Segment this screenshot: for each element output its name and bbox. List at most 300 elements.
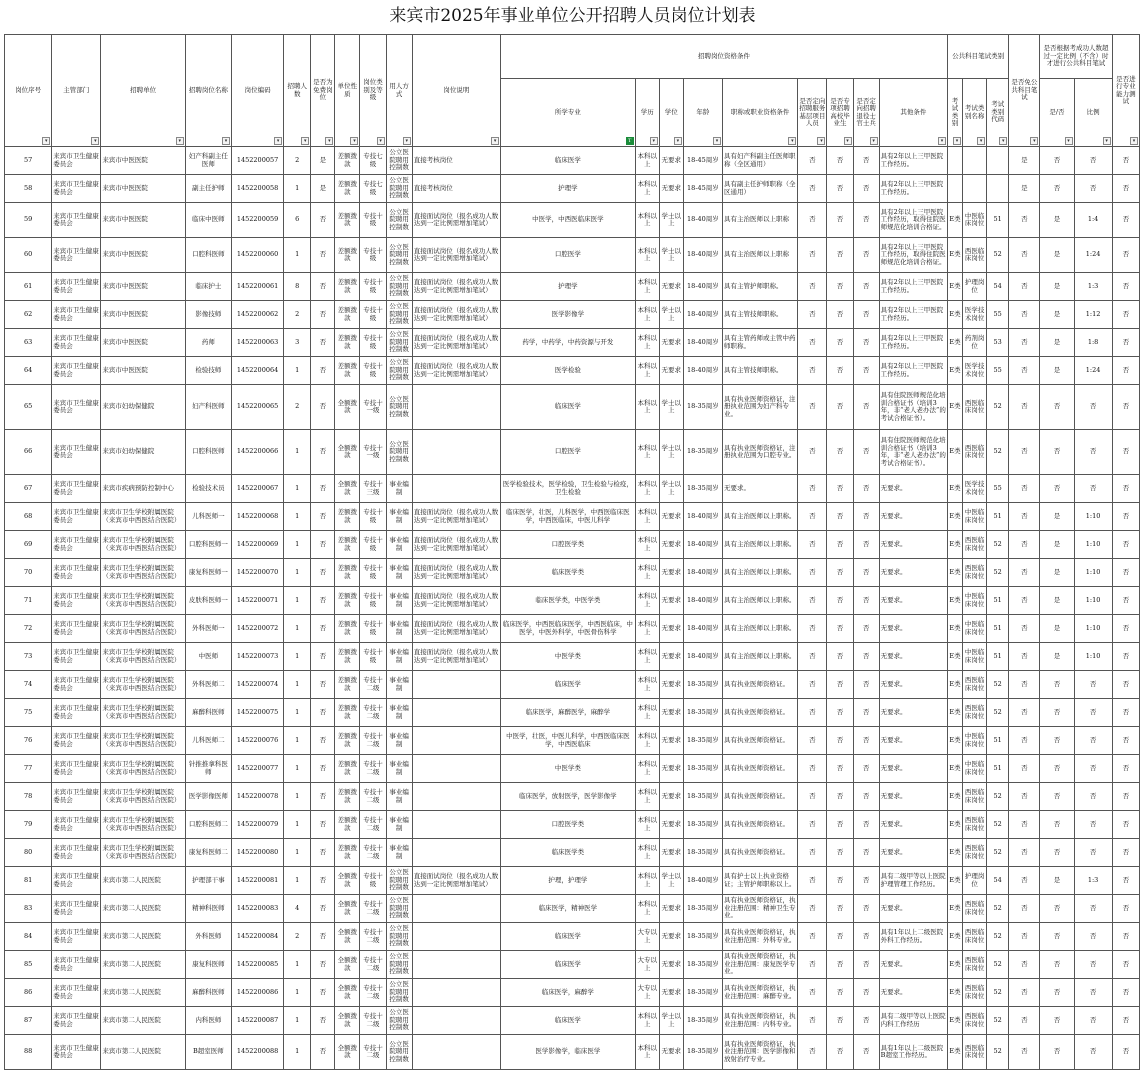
table-cell: E类: [947, 1035, 962, 1070]
table-cell: 是: [1040, 238, 1074, 273]
table-cell: 外科医师一: [185, 615, 231, 643]
table-cell: 事业编制: [386, 475, 412, 503]
header-group-qualifications: 招聘岗位资格条件: [501, 35, 948, 79]
table-cell: 全额拨款: [335, 867, 360, 895]
table-cell: 来宾市卫生健康委员会: [52, 147, 101, 175]
table-cell: 1452200077: [231, 755, 283, 783]
table-cell: 无要求: [659, 783, 683, 811]
table-cell: 否: [1112, 923, 1139, 951]
table-cell: 否: [798, 273, 827, 301]
table-cell: 否: [853, 951, 879, 979]
table-cell: 麻醉科医师: [185, 979, 231, 1007]
table-cell: 学士以上: [659, 385, 683, 430]
table-cell: 否: [827, 923, 853, 951]
table-row: [5, 867, 1140, 895]
table-cell: 1:10: [1074, 587, 1112, 615]
table-cell: 本科以上: [635, 727, 659, 755]
table-cell: 18-35周岁: [683, 811, 722, 839]
table-cell: 否: [827, 727, 853, 755]
table-cell: 无要求: [659, 503, 683, 531]
table-cell: 1452200069: [231, 531, 283, 559]
table-cell: 否: [827, 203, 853, 238]
table-cell: 直接面试岗位（报名成功人数达到一定比例需增加笔试）: [412, 203, 500, 238]
table-cell: E类: [947, 503, 962, 531]
table-cell: 专技十级: [360, 238, 386, 273]
table-cell: 具有执业医师资格证，执业注册范围：麻醉专业。: [723, 979, 798, 1007]
table-row: [5, 839, 1140, 867]
table-cell: 无要求: [659, 643, 683, 671]
table-cell: 本科以上: [635, 301, 659, 329]
table-cell: 否: [1074, 1035, 1112, 1070]
table-cell: 具有2年以上三甲医院工作经历。: [879, 329, 947, 357]
table-cell: 否: [1009, 1007, 1040, 1035]
table-cell: 中医临床岗位: [963, 755, 987, 783]
table-cell: 事业编制: [386, 643, 412, 671]
table-cell: 否: [798, 727, 827, 755]
table-cell: 具有主治医师以上职称。: [723, 559, 798, 587]
table-cell: 否: [311, 755, 335, 783]
table-cell: 否: [1112, 475, 1139, 503]
table-cell: 康复科医师一: [185, 559, 231, 587]
table-cell: 麻醉科医师: [185, 699, 231, 727]
table-cell: 专技十级: [360, 273, 386, 301]
table-cell: 差额拨款: [335, 357, 360, 385]
table-cell: 专技十一级: [360, 385, 386, 430]
table-cell: 专技十二级: [360, 727, 386, 755]
table-cell: 全额拨款: [335, 1007, 360, 1035]
table-cell: 是: [1040, 867, 1074, 895]
table-cell: 西医临床岗位: [963, 385, 987, 430]
table-cell: 学士以上: [659, 1007, 683, 1035]
table-cell: 直接面试岗位（报名成功人数达到一定比例需增加笔试）: [412, 531, 500, 559]
table-cell: 1: [284, 430, 311, 475]
table-cell: 否: [827, 531, 853, 559]
table-cell: 否: [798, 531, 827, 559]
table-cell: 18-40周岁: [683, 643, 722, 671]
table-cell: 否: [1009, 895, 1040, 923]
table-cell: 公立医院聘用控制数: [386, 979, 412, 1007]
table-cell: 西医临床岗位: [963, 783, 987, 811]
table-cell: 护理，护理学: [501, 867, 636, 895]
table-cell: 本科以上: [635, 587, 659, 615]
table-cell: 无要求。: [879, 839, 947, 867]
table-cell: 无要求: [659, 923, 683, 951]
table-cell: 无要求。: [879, 615, 947, 643]
table-cell: 无要求。: [723, 475, 798, 503]
table-cell: 18-35周岁: [683, 475, 722, 503]
table-cell: 差额拨款: [335, 671, 360, 699]
table-cell: 具有二级甲等以上医院护理管理工作经历。: [879, 867, 947, 895]
table-cell: 护理部干事: [185, 867, 231, 895]
table-cell: 中医临床岗位: [963, 615, 987, 643]
table-row: [5, 951, 1140, 979]
table-cell: 中医师: [185, 643, 231, 671]
table-cell: 18-45周岁: [683, 175, 722, 203]
table-cell: 临床医学类: [501, 559, 636, 587]
table-cell: 1: [284, 727, 311, 755]
table-cell: 否: [1112, 811, 1139, 839]
table-cell: 来宾市卫生学校附属医院（来宾市中西医结合医院）: [101, 783, 185, 811]
table-cell: 18-35周岁: [683, 783, 722, 811]
table-cell: 1452200083: [231, 895, 283, 923]
table-cell: 否: [853, 147, 879, 175]
table-cell: 1: [284, 699, 311, 727]
table-cell: 58: [5, 175, 52, 203]
table-cell: [963, 147, 987, 175]
table-cell: 1452200076: [231, 727, 283, 755]
table-cell: 否: [798, 783, 827, 811]
table-cell: 直接面试岗位（报名成功人数达到一定比例需增加笔试）: [412, 587, 500, 615]
table-cell: E类: [947, 615, 962, 643]
table-cell: 否: [798, 867, 827, 895]
table-cell: 74: [5, 671, 52, 699]
table-cell: E类: [947, 783, 962, 811]
table-cell: 否: [311, 979, 335, 1007]
table-cell: 本科以上: [635, 430, 659, 475]
table-cell: 否: [1112, 430, 1139, 475]
header-cell: 是否定向招聘退役士官士兵 ▾: [853, 79, 879, 147]
table-cell: 1452200085: [231, 951, 283, 979]
table-cell: 否: [1112, 357, 1139, 385]
table-cell: 否: [1009, 503, 1040, 531]
table-cell: 否: [1040, 699, 1074, 727]
table-cell: 否: [1009, 727, 1040, 755]
table-cell: 来宾市妇幼保健院: [101, 385, 185, 430]
table-cell: 来宾市卫生学校附属医院（来宾市中西医结合医院）: [101, 615, 185, 643]
table-cell: 否: [827, 385, 853, 430]
table-cell: 差额拨款: [335, 839, 360, 867]
table-cell: 来宾市卫生学校附属医院（来宾市中西医结合医院）: [101, 643, 185, 671]
table-cell: 外科医师: [185, 923, 231, 951]
table-cell: 口腔医学类: [501, 811, 636, 839]
table-cell: 51: [987, 727, 1009, 755]
table-cell: 本科以上: [635, 867, 659, 895]
table-cell: 否: [798, 175, 827, 203]
table-cell: 专技十二级: [360, 895, 386, 923]
table-cell: 临床医学类，中医学类: [501, 587, 636, 615]
table-cell: 是: [1040, 643, 1074, 671]
table-cell: 本科以上: [635, 643, 659, 671]
table-cell: 来宾市卫生健康委员会: [52, 238, 101, 273]
table-cell: 西医临床岗位: [963, 671, 987, 699]
table-cell: 来宾市疾病预防控制中心: [101, 475, 185, 503]
table-cell: 18-40周岁: [683, 867, 722, 895]
table-cell: 来宾市卫生学校附属医院（来宾市中西医结合医院）: [101, 503, 185, 531]
table-cell: 临床医学，壮医，儿科医学，中西医临床医学，中西医临床，中医儿科学: [501, 503, 636, 531]
table-cell: 否: [1009, 755, 1040, 783]
table-cell: 差额拨款: [335, 699, 360, 727]
table-cell: 护理岗位: [963, 867, 987, 895]
table-cell: 否: [1074, 385, 1112, 430]
table-cell: E类: [947, 755, 962, 783]
table-cell: 无要求: [659, 839, 683, 867]
table-cell: 否: [827, 559, 853, 587]
table-row: [5, 175, 1140, 203]
table-cell: 否: [311, 671, 335, 699]
table-cell: 本科以上: [635, 385, 659, 430]
table-cell: 公立医院聘用控制数: [386, 1035, 412, 1070]
table-cell: 否: [1112, 203, 1139, 238]
table-cell: 1452200084: [231, 923, 283, 951]
table-cell: 具有主管药师或主管中药师职称。: [723, 329, 798, 357]
table-cell: 中医临床岗位: [963, 587, 987, 615]
table-cell: 是: [1040, 531, 1074, 559]
table-cell: 中医学，中西医临床医学: [501, 203, 636, 238]
table-cell: 否: [1040, 979, 1074, 1007]
table-cell: 专技十二级: [360, 699, 386, 727]
table-cell: 52: [987, 895, 1009, 923]
table-cell: 具有副主任护师职称（全区通用）: [723, 175, 798, 203]
table-cell: 否: [853, 895, 879, 923]
table-cell: 专技十二级: [360, 811, 386, 839]
table-cell: 来宾市卫生健康委员会: [52, 727, 101, 755]
table-cell: 专技十级: [360, 643, 386, 671]
table-cell: 公立医院聘用控制数: [386, 147, 412, 175]
table-cell: 来宾市第二人民医院: [101, 895, 185, 923]
table-cell: 否: [1009, 979, 1040, 1007]
table-cell: 来宾市卫生学校附属医院（来宾市中西医结合医院）: [101, 587, 185, 615]
table-cell: 否: [853, 301, 879, 329]
table-cell: 18-35周岁: [683, 895, 722, 923]
table-cell: 否: [1040, 430, 1074, 475]
table-cell: 学士以上: [659, 867, 683, 895]
table-cell: 1452200057: [231, 147, 283, 175]
table-cell: 否: [853, 203, 879, 238]
header-cell: 职称或职业资格条件 ▾: [723, 79, 798, 147]
table-cell: 来宾市卫生健康委员会: [52, 699, 101, 727]
table-cell: 52: [987, 238, 1009, 273]
table-cell: 本科以上: [635, 839, 659, 867]
table-cell: 来宾市第二人民医院: [101, 867, 185, 895]
table-cell: E类: [947, 643, 962, 671]
table-cell: 来宾市中医医院: [101, 301, 185, 329]
table-cell: 无要求。: [879, 559, 947, 587]
table-cell: 18-35周岁: [683, 430, 722, 475]
table-cell: 来宾市卫生学校附属医院（来宾市中西医结合医院）: [101, 839, 185, 867]
table-cell: 1452200064: [231, 357, 283, 385]
table-cell: 否: [1040, 475, 1074, 503]
table-cell: 否: [1040, 951, 1074, 979]
table-cell: 否: [798, 671, 827, 699]
table-cell: 否: [827, 951, 853, 979]
table-cell: 1452200058: [231, 175, 283, 203]
table-cell: 18-40周岁: [683, 615, 722, 643]
table-cell: 无要求: [659, 329, 683, 357]
table-cell: 专技十级: [360, 559, 386, 587]
table-cell: 否: [1009, 839, 1040, 867]
table-cell: 18-40周岁: [683, 273, 722, 301]
table-cell: 学士以上: [659, 301, 683, 329]
table-cell: 中医临床岗位: [963, 203, 987, 238]
table-cell: 西医临床岗位: [963, 895, 987, 923]
table-cell: 本科以上: [635, 755, 659, 783]
table-cell: 医学技术岗位: [963, 301, 987, 329]
table-cell: 否: [1112, 755, 1139, 783]
table-cell: 18-40周岁: [683, 531, 722, 559]
table-cell: 1:24: [1074, 357, 1112, 385]
table-cell: 否: [311, 643, 335, 671]
table-cell: 无要求。: [879, 671, 947, 699]
table-cell: 否: [311, 727, 335, 755]
table-cell: 否: [1009, 643, 1040, 671]
table-cell: 否: [827, 475, 853, 503]
table-cell: 公立医院聘用控制数: [386, 301, 412, 329]
table-cell: 否: [1074, 1007, 1112, 1035]
table-cell: 医学技术岗位: [963, 475, 987, 503]
table-cell: 否: [853, 430, 879, 475]
table-cell: 否: [1112, 839, 1139, 867]
table-cell: 否: [827, 357, 853, 385]
table-cell: 否: [1040, 671, 1074, 699]
table-cell: 本科以上: [635, 357, 659, 385]
table-cell: 否: [798, 475, 827, 503]
table-cell: 70: [5, 559, 52, 587]
table-cell: 来宾市卫生学校附属医院（来宾市中西医结合医院）: [101, 559, 185, 587]
table-cell: 来宾市卫生健康委员会: [52, 301, 101, 329]
table-cell: 1: [284, 531, 311, 559]
table-cell: 西医临床岗位: [963, 430, 987, 475]
table-cell: 否: [827, 1035, 853, 1070]
header-cell: 是否免公共科目笔试 ▾: [1009, 35, 1040, 147]
table-cell: 事业编制: [386, 811, 412, 839]
table-cell: 18-35周岁: [683, 1007, 722, 1035]
table-cell: 全额拨款: [335, 385, 360, 430]
table-cell: 无要求: [659, 671, 683, 699]
table-cell: 专技十二级: [360, 1007, 386, 1035]
table-cell: 事业编制: [386, 755, 412, 783]
table-cell: 事业编制: [386, 587, 412, 615]
table-cell: 1:8: [1074, 329, 1112, 357]
table-cell: E类: [947, 811, 962, 839]
table-cell: 内科医师: [185, 1007, 231, 1035]
table-cell: 全额拨款: [335, 979, 360, 1007]
table-cell: 否: [827, 175, 853, 203]
table-cell: 具有1年以上二级医院外科工作经历。: [879, 923, 947, 951]
table-cell: [412, 839, 500, 867]
table-cell: 无要求。: [879, 783, 947, 811]
table-cell: 是: [311, 147, 335, 175]
table-cell: 否: [1074, 839, 1112, 867]
table-cell: [987, 147, 1009, 175]
table-cell: 无要求: [659, 951, 683, 979]
table-cell: 来宾市卫生健康委员会: [52, 531, 101, 559]
table-cell: 否: [853, 783, 879, 811]
table-cell: 61: [5, 273, 52, 301]
table-cell: E类: [947, 385, 962, 430]
table-cell: 67: [5, 475, 52, 503]
table-cell: 来宾市卫生健康委员会: [52, 643, 101, 671]
table-cell: 差额拨款: [335, 273, 360, 301]
table-cell: 临床医学: [501, 147, 636, 175]
table-cell: 否: [853, 979, 879, 1007]
table-cell: 专技十级: [360, 329, 386, 357]
table-row: [5, 475, 1140, 503]
table-cell: [412, 979, 500, 1007]
table-cell: 来宾市卫生健康委员会: [52, 357, 101, 385]
table-cell: 差额拨款: [335, 643, 360, 671]
table-cell: 来宾市第二人民医院: [101, 1007, 185, 1035]
table-cell: 无要求: [659, 811, 683, 839]
table-cell: 否: [1074, 175, 1112, 203]
table-cell: 差额拨款: [335, 147, 360, 175]
table-cell: 1: [284, 671, 311, 699]
table-cell: 否: [853, 1035, 879, 1070]
table-cell: [412, 671, 500, 699]
table-cell: 医学检验技术，医学检验，卫生检验与检疫，卫生检验: [501, 475, 636, 503]
table-cell: 1:3: [1074, 867, 1112, 895]
table-cell: 否: [798, 385, 827, 430]
table-cell: 否: [853, 587, 879, 615]
table-cell: 来宾市卫生健康委员会: [52, 755, 101, 783]
table-cell: 否: [1009, 357, 1040, 385]
table-cell: 65: [5, 385, 52, 430]
table-cell: 3: [284, 329, 311, 357]
table-cell: 临床医学，放射医学，医学影像学: [501, 783, 636, 811]
table-cell: 52: [987, 671, 1009, 699]
table-cell: 54: [987, 273, 1009, 301]
table-cell: 本科以上: [635, 329, 659, 357]
table-cell: 中医临床岗位: [963, 727, 987, 755]
table-cell: 临床护士: [185, 273, 231, 301]
table-cell: 大专以上: [635, 979, 659, 1007]
table-cell: 否: [853, 755, 879, 783]
table-cell: 1452200063: [231, 329, 283, 357]
table-cell: 具有主治医师以上职称。: [723, 615, 798, 643]
table-cell: 否: [827, 867, 853, 895]
table-cell: 学士以上: [659, 430, 683, 475]
table-cell: 81: [5, 867, 52, 895]
table-cell: 差额拨款: [335, 238, 360, 273]
table-cell: 具有2年以上三甲医院工作经历。: [879, 175, 947, 203]
table-row: [5, 430, 1140, 475]
table-cell: 否: [1009, 238, 1040, 273]
table-cell: 否: [1074, 727, 1112, 755]
table-cell: 具有主管护师职称。: [723, 273, 798, 301]
table-cell: 1452200070: [231, 559, 283, 587]
table-cell: 儿科医师一: [185, 503, 231, 531]
table-cell: 来宾市卫生健康委员会: [52, 559, 101, 587]
table-cell: 1452200060: [231, 238, 283, 273]
table-cell: 直接考核岗位: [412, 147, 500, 175]
table-cell: E类: [947, 587, 962, 615]
table-cell: 18-35周岁: [683, 755, 722, 783]
table-cell: 1452200081: [231, 867, 283, 895]
table-cell: E类: [947, 475, 962, 503]
table-cell: 18-40周岁: [683, 559, 722, 587]
table-cell: 52: [987, 811, 1009, 839]
table-cell: 1452200074: [231, 671, 283, 699]
table-cell: 具有主治医师以上职称。: [723, 503, 798, 531]
table-cell: 52: [987, 783, 1009, 811]
table-cell: 具有执业医师资格证，执业注册范围：精神卫生专业。: [723, 895, 798, 923]
table-cell: 妇产科副主任医师: [185, 147, 231, 175]
table-cell: 否: [827, 430, 853, 475]
table-cell: 8: [284, 273, 311, 301]
table-cell: 1: [284, 839, 311, 867]
table-cell: 否: [1112, 273, 1139, 301]
table-cell: 否: [1040, 1007, 1074, 1035]
table-cell: 76: [5, 727, 52, 755]
table-cell: 否: [827, 811, 853, 839]
table-cell: 否: [311, 1007, 335, 1035]
table-cell: 否: [1040, 811, 1074, 839]
table-cell: 康复科医师: [185, 951, 231, 979]
table-row: [5, 1035, 1140, 1070]
table-cell: 临床医学，麻醉学: [501, 979, 636, 1007]
table-cell: 无要求。: [879, 895, 947, 923]
table-cell: 否: [311, 923, 335, 951]
table-cell: 是: [1040, 329, 1074, 357]
